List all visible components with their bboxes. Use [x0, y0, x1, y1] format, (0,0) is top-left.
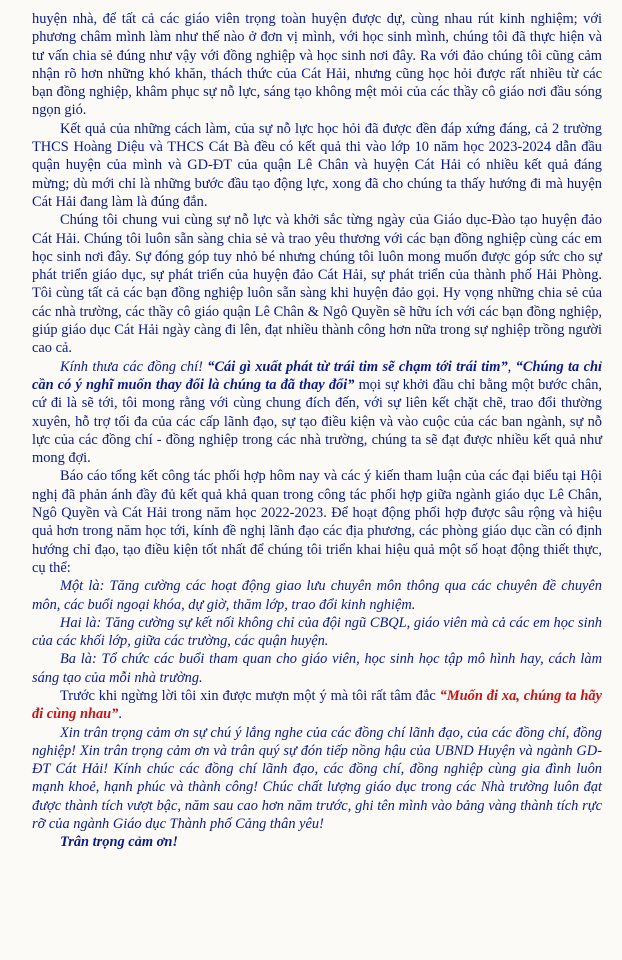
- paragraph-quote-end: .: [118, 706, 122, 723]
- proposal-item-2: Hai là: Tăng cường sự kết nối không chỉ của đội ngũ CBQL, giáo viên mà cả các em học sinh của các khối lớp, giữa các trường, các quận huyện.: [32, 614, 602, 650]
- document-body: [32, 10, 602, 852]
- highlight-quote: “Muốn đi xa, chúng ta hãy đi cùng nhau”: [32, 687, 602, 723]
- paragraph-quote: [32, 687, 602, 724]
- paragraph-thanks: Xin trân trọng cảm ơn sự chú ý lắng nghe của các đồng chí lãnh đạo, của các đồng chí, đồng nghiệp! Xin trân trọng cảm ơn và trân quý sự đón tiếp nồng hậu của UBND Huyện và ngành GD-ĐT Cát Hải! Kính chúc các đồng chí lãnh đạo, các đồng chí, đồng nghiệp cùng gia đình luôn mạnh khoẻ, hạnh phúc và thành công! Chúc chất lượng giáo dục trong các Nhà trường luôn đạt được thành tích vượt bậc, năm sau cao hơn năm trước, ghi tên mình vào bảng vàng thành tích rực rỡ của ngành Giáo dục Thành phố Cảng thân yêu!: [32, 724, 602, 833]
- proposal-item-1: Một là: Tăng cường các hoạt động giao lưu chuyên môn thông qua các chuyên đề chuyên môn, các buổi ngoại khóa, dự giờ, thăm lớp, trao đổi kinh nghiệm.: [32, 578, 602, 613]
- paragraph-report: Báo cáo tổng kết công tác phối hợp hôm nay và các ý kiến tham luận của các đại biểu tại Hội nghị đã phản ánh đầy đủ kết quả khả quan trong công tác phối hợp giữa ngành giáo dục Lê Chân, Ngô Quyền và Cát Hải trong năm học 2022-2023. Để hoạt động phối hợp được sâu rộng và hiệu quả hơn trong năm học tới, kính đề nghị lãnh đạo các địa phương, các phòng giáo dục cần có định hướng chỉ đạo, tạo điều kiện tốt nhất để chúng tôi triển khai hiệu quả một số hoạt động thiết thực, cụ thể:: [32, 468, 602, 576]
- paragraph-results: Kết quả của những cách làm, của sự nỗ lực học hỏi đã được đền đáp xứng đáng, cả 2 trường THCS Hoàng Diệu và THCS Cát Bà đều có kết quả thi vào lớp 10 năm học 2023-2024 dẫn đầu quận huyện của mình và GD-ĐT của quận Lê Chân và huyện Cát Hải có nhiều kết quả đáng mừng; dù mới chỉ là những bước đầu tạo động lực, xong đã cho chúng ta thấy hướng đi mà huyện Cát Hải đang làm là đúng đắn.: [32, 120, 602, 210]
- proposal-item-3: Ba là: Tổ chức các buổi tham quan cho giáo viên, học sinh học tập mô hình hay, cách làm sáng tạo của mỗi nhà trường.: [32, 651, 602, 686]
- closing-line: Trân trọng cảm ơn!: [60, 834, 178, 851]
- quote-separator: ,: [507, 358, 516, 375]
- paragraph-sharing: Chúng tôi chung vui cùng sự nỗ lực và khởi sắc từng ngày của Giáo dục-Đào tạo huyện đảo Cát Hải. Chúng tôi luôn sẵn sàng chia sẻ và trao yêu thương với các bạn đồng nghiệp cùng các em học sinh nơi đây. Sự đóng góp tuy nhỏ bé nhưng chúng tôi luôn mong muốn được góp sức cho sự phát triển giáo dục, sự phát triển của huyện đảo Cát Hải, sự phát triển của thành phố Hải Phòng. Tôi cùng tất cả các bạn đồng nghiệp luôn sẵn sàng khi huyện đảo gọi. Hy vọng những chia sẻ của các nhà trường, các thầy cô giáo quận Lê Chân & Ngô Quyền sẽ hữu ích với các bạn đồng nghiệp, giúp giáo dục Cát Hải ngày càng đi lên, đạt nhiều thành công hơn nữa trong sự nghiệp trồng người cao cả.: [32, 212, 602, 357]
- paragraph-quote-text: Trước khi ngừng lời tôi xin được mượn một ý mà tôi rất tâm đắc: [60, 687, 440, 704]
- quote-heart: “Cái gì xuất phát từ trái tim sẽ chạm tới trái tim”: [207, 358, 508, 375]
- paragraph-address: [32, 358, 602, 468]
- paragraph-address-rest: mọi sự khởi đầu chỉ bằng một bước chân, cứ đi là sẽ tới, tôi mong rằng với cùng chung đích đến, với sự liên kết chặt chẽ, trao đổi thường xuyên, hỗ trợ tối đa của các cấp lãnh đạo, sự tạo điều kiện và vào cuộc của các ban ngành, sự nỗ lực của các đồng chí - đồng nghiệp trong các nhà trường, chúng ta sẽ đạt được nhiều kết quả như mong đợi.: [32, 376, 602, 467]
- salutation: Kính thưa các đồng chí!: [60, 358, 208, 375]
- paragraph-intro: huyện nhà, để tất cả các giáo viên trọng toàn huyện được dự, cùng nhau rút kinh nghiệm; với phương châm mình làm như thế nào ở đơn vị mình, với học sinh mình, chúng tôi đã thực hiện và tư vấn chia sẻ đúng như vậy với đồng nghiệp và học sinh nơi đây. Ra với đảo chúng tôi cũng cảm nhận rõ hơn những khó khăn, thách thức của Cát Hải, nhưng cũng học hỏi được rất nhiều từ các bạn đồng nghiệp, khâm phục sự nỗ lực, sáng tạo không mệt mỏi của các thầy cô giáo nơi đầu sóng ngọn gió.: [32, 11, 602, 119]
- quote-change: “Chúng ta chỉ cần có ý nghĩ muốn thay đổi là chúng ta đã thay đổi”: [32, 358, 602, 393]
